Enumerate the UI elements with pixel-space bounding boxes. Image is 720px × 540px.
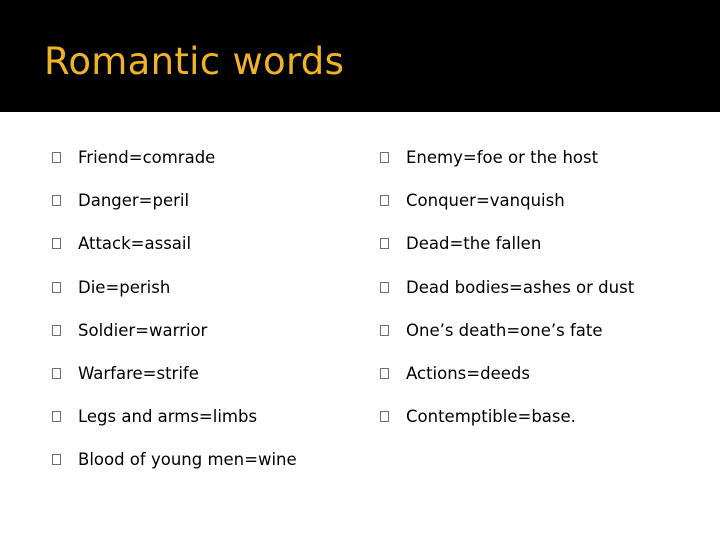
- list-item: [52, 438, 372, 481]
- list-item-text: Warfare=strife: [78, 363, 199, 383]
- bullet-icon: [52, 411, 61, 422]
- list-item: [380, 179, 710, 222]
- bullet-icon: [52, 454, 61, 465]
- slide-title: Romantic words: [44, 40, 345, 83]
- list-item-text: Contemptible=base.: [406, 407, 576, 427]
- list-item: [52, 222, 372, 265]
- list-item-text: Danger=peril: [78, 191, 190, 211]
- list-item: [380, 136, 710, 179]
- bullet-icon: [52, 152, 61, 163]
- left-word-list: [52, 136, 372, 482]
- list-item-text: Friend=comrade: [78, 148, 216, 167]
- bullet-icon: [380, 282, 389, 293]
- list-item-text: One’s death=one’s fate: [406, 320, 603, 340]
- list-item-text: Die=perish: [78, 277, 171, 297]
- list-item: [380, 309, 710, 352]
- bullet-icon: [52, 325, 61, 336]
- list-item-text: Enemy=foe or the host: [406, 148, 599, 167]
- list-item: [380, 266, 710, 309]
- bullet-icon: [52, 238, 61, 249]
- title-bar: [0, 0, 720, 112]
- list-item-text: Legs and arms=limbs: [78, 407, 258, 427]
- list-item: [380, 352, 710, 395]
- list-item-text: Actions=deeds: [406, 363, 530, 383]
- bullet-icon: [52, 368, 61, 379]
- bullet-icon: [380, 195, 389, 206]
- list-item: [52, 136, 372, 179]
- bullet-icon: [380, 368, 389, 379]
- list-item-text: Soldier=warrior: [78, 320, 208, 340]
- bullet-icon: [380, 238, 389, 249]
- bullet-icon: [52, 195, 61, 206]
- bullet-icon: [380, 152, 389, 163]
- list-item-text: Dead=the fallen: [406, 234, 542, 254]
- bullet-icon: [380, 411, 389, 422]
- list-item: [52, 352, 372, 395]
- list-item-text: Blood of young men=wine: [78, 450, 297, 470]
- bullet-icon: [380, 325, 389, 336]
- list-item: [52, 179, 372, 222]
- bullet-icon: [52, 282, 61, 293]
- list-item: [52, 395, 372, 438]
- list-item: [380, 395, 710, 438]
- list-item-text: Conquer=vanquish: [406, 191, 565, 211]
- right-word-list: [380, 136, 710, 438]
- list-item: [52, 266, 372, 309]
- list-item: [52, 309, 372, 352]
- list-item-text: Attack=assail: [78, 234, 192, 254]
- list-item: [380, 222, 710, 265]
- list-item-text: Dead bodies=ashes or dust: [406, 277, 635, 297]
